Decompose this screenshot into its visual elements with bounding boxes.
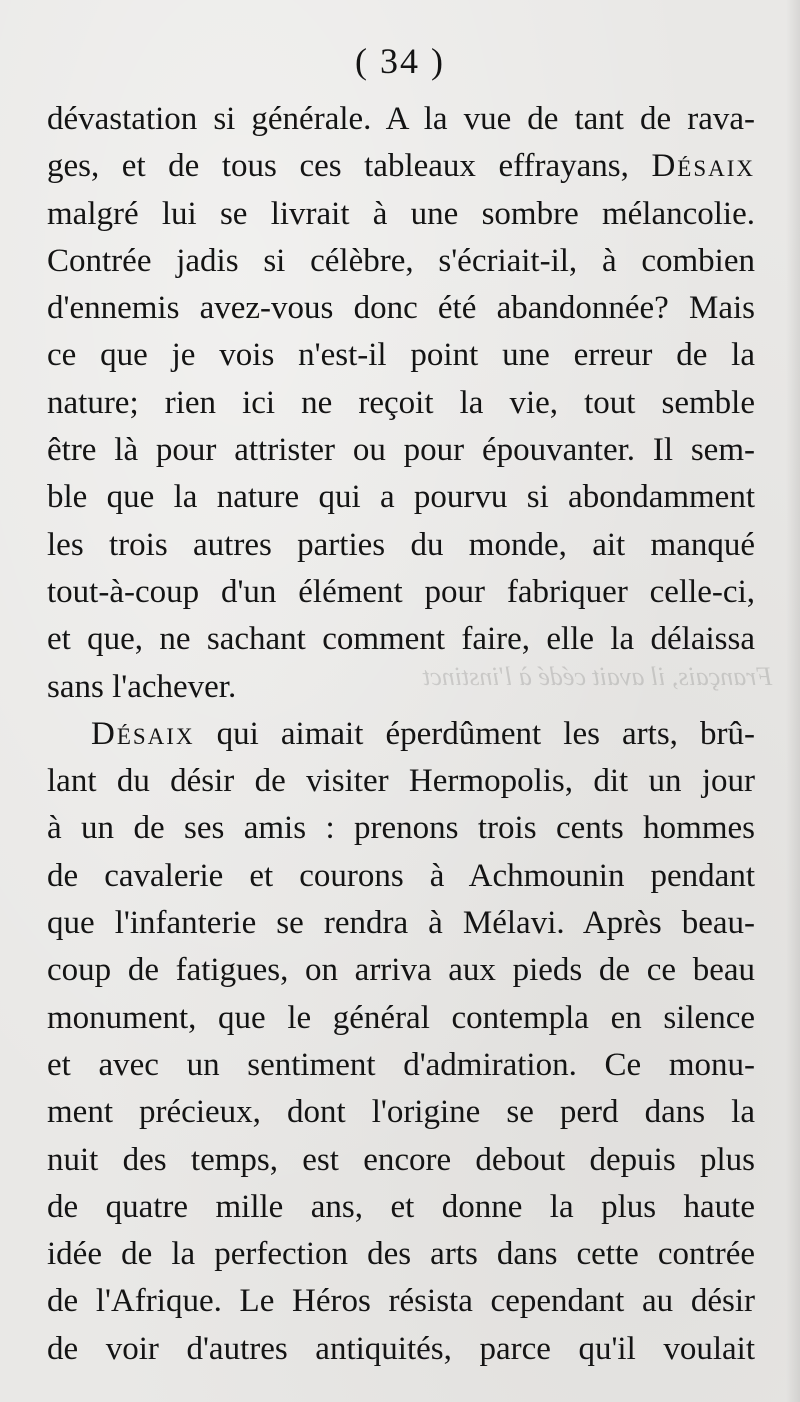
body-text (47, 96, 755, 1373)
proper-name-desaix: Désaix (91, 715, 195, 752)
text-line-13: sans l'achever. (47, 668, 237, 705)
text-line-14 (47, 711, 755, 758)
page-number: ( 34 ) (355, 41, 445, 81)
text-line-11: tout-à-coup d'un élément pour fabriquer celle-ci, (47, 573, 755, 610)
text-line-4: Contrée jadis si célèbre, s'écriait-il, à combien (47, 242, 755, 279)
text-line-12: et que, ne sachant comment faire, elle la délaissa (47, 621, 755, 658)
text-line-1: dévastation si générale. A la vue de tant de rava- (47, 101, 755, 137)
text-line-14-body: qui aimait éperdûment les arts, brû- (194, 715, 755, 752)
text-line-18: que l'infanterie se rendra à Mélavi. Après beau- (47, 905, 755, 942)
bleed-through-text: Français, il avait cédé à l'instinct (422, 662, 772, 691)
text-line-10: les trois autres parties du monde, ait manqué (47, 526, 755, 563)
page-edge-shadow (786, 0, 800, 1402)
text-line-5: d'ennemis avez-vous donc été abandonnée? Mais (47, 290, 755, 327)
text-line-9: ble que la nature qui a pourvu si abondamment (47, 479, 755, 516)
text-line-2 (47, 143, 755, 190)
proper-name-desaix: Désaix (651, 148, 755, 185)
text-line-3: malgré lui se livrait à une sombre mélancolie. (47, 195, 755, 232)
text-line-22: ment précieux, dont l'origine se perd dans la (47, 1094, 755, 1131)
text-line-24: de quatre mille ans, et donne la plus haute (47, 1188, 755, 1225)
text-line-23: nuit des temps, est encore debout depuis plus (47, 1141, 755, 1178)
text-line-19: coup de fatigues, on arriva aux pieds de ce beau (47, 952, 755, 989)
text-line-21: et avec un sentiment d'admiration. Ce monu- (47, 1046, 755, 1083)
text-line-15: lant du désir de visiter Hermopolis, dit un jour (47, 763, 755, 800)
text-line-26: de l'Afrique. Le Héros résista cependant au désir (47, 1283, 755, 1320)
text-line-7: nature; rien ici ne reçoit la vie, tout semble (47, 384, 755, 421)
text-line-8: être là pour attrister ou pour épouvanter. Il sem- (47, 432, 755, 469)
text-line-25: idée de la perfection des arts dans cette contrée (47, 1236, 755, 1273)
text-line-17: de cavalerie et courons à Achmounin pendant (47, 857, 755, 894)
text-line-27: de voir d'autres antiquités, parce qu'il voulait (47, 1330, 755, 1367)
text-line-2-body: ges, et de tous ces tableaux effrayans, (47, 148, 652, 185)
text-line-20: monument, que le général contempla en silence (47, 999, 755, 1036)
text-line-6: ce que je vois n'est-il point une erreur de la (47, 337, 755, 374)
text-line-16: à un de ses amis : prenons trois cents hommes (47, 810, 755, 847)
